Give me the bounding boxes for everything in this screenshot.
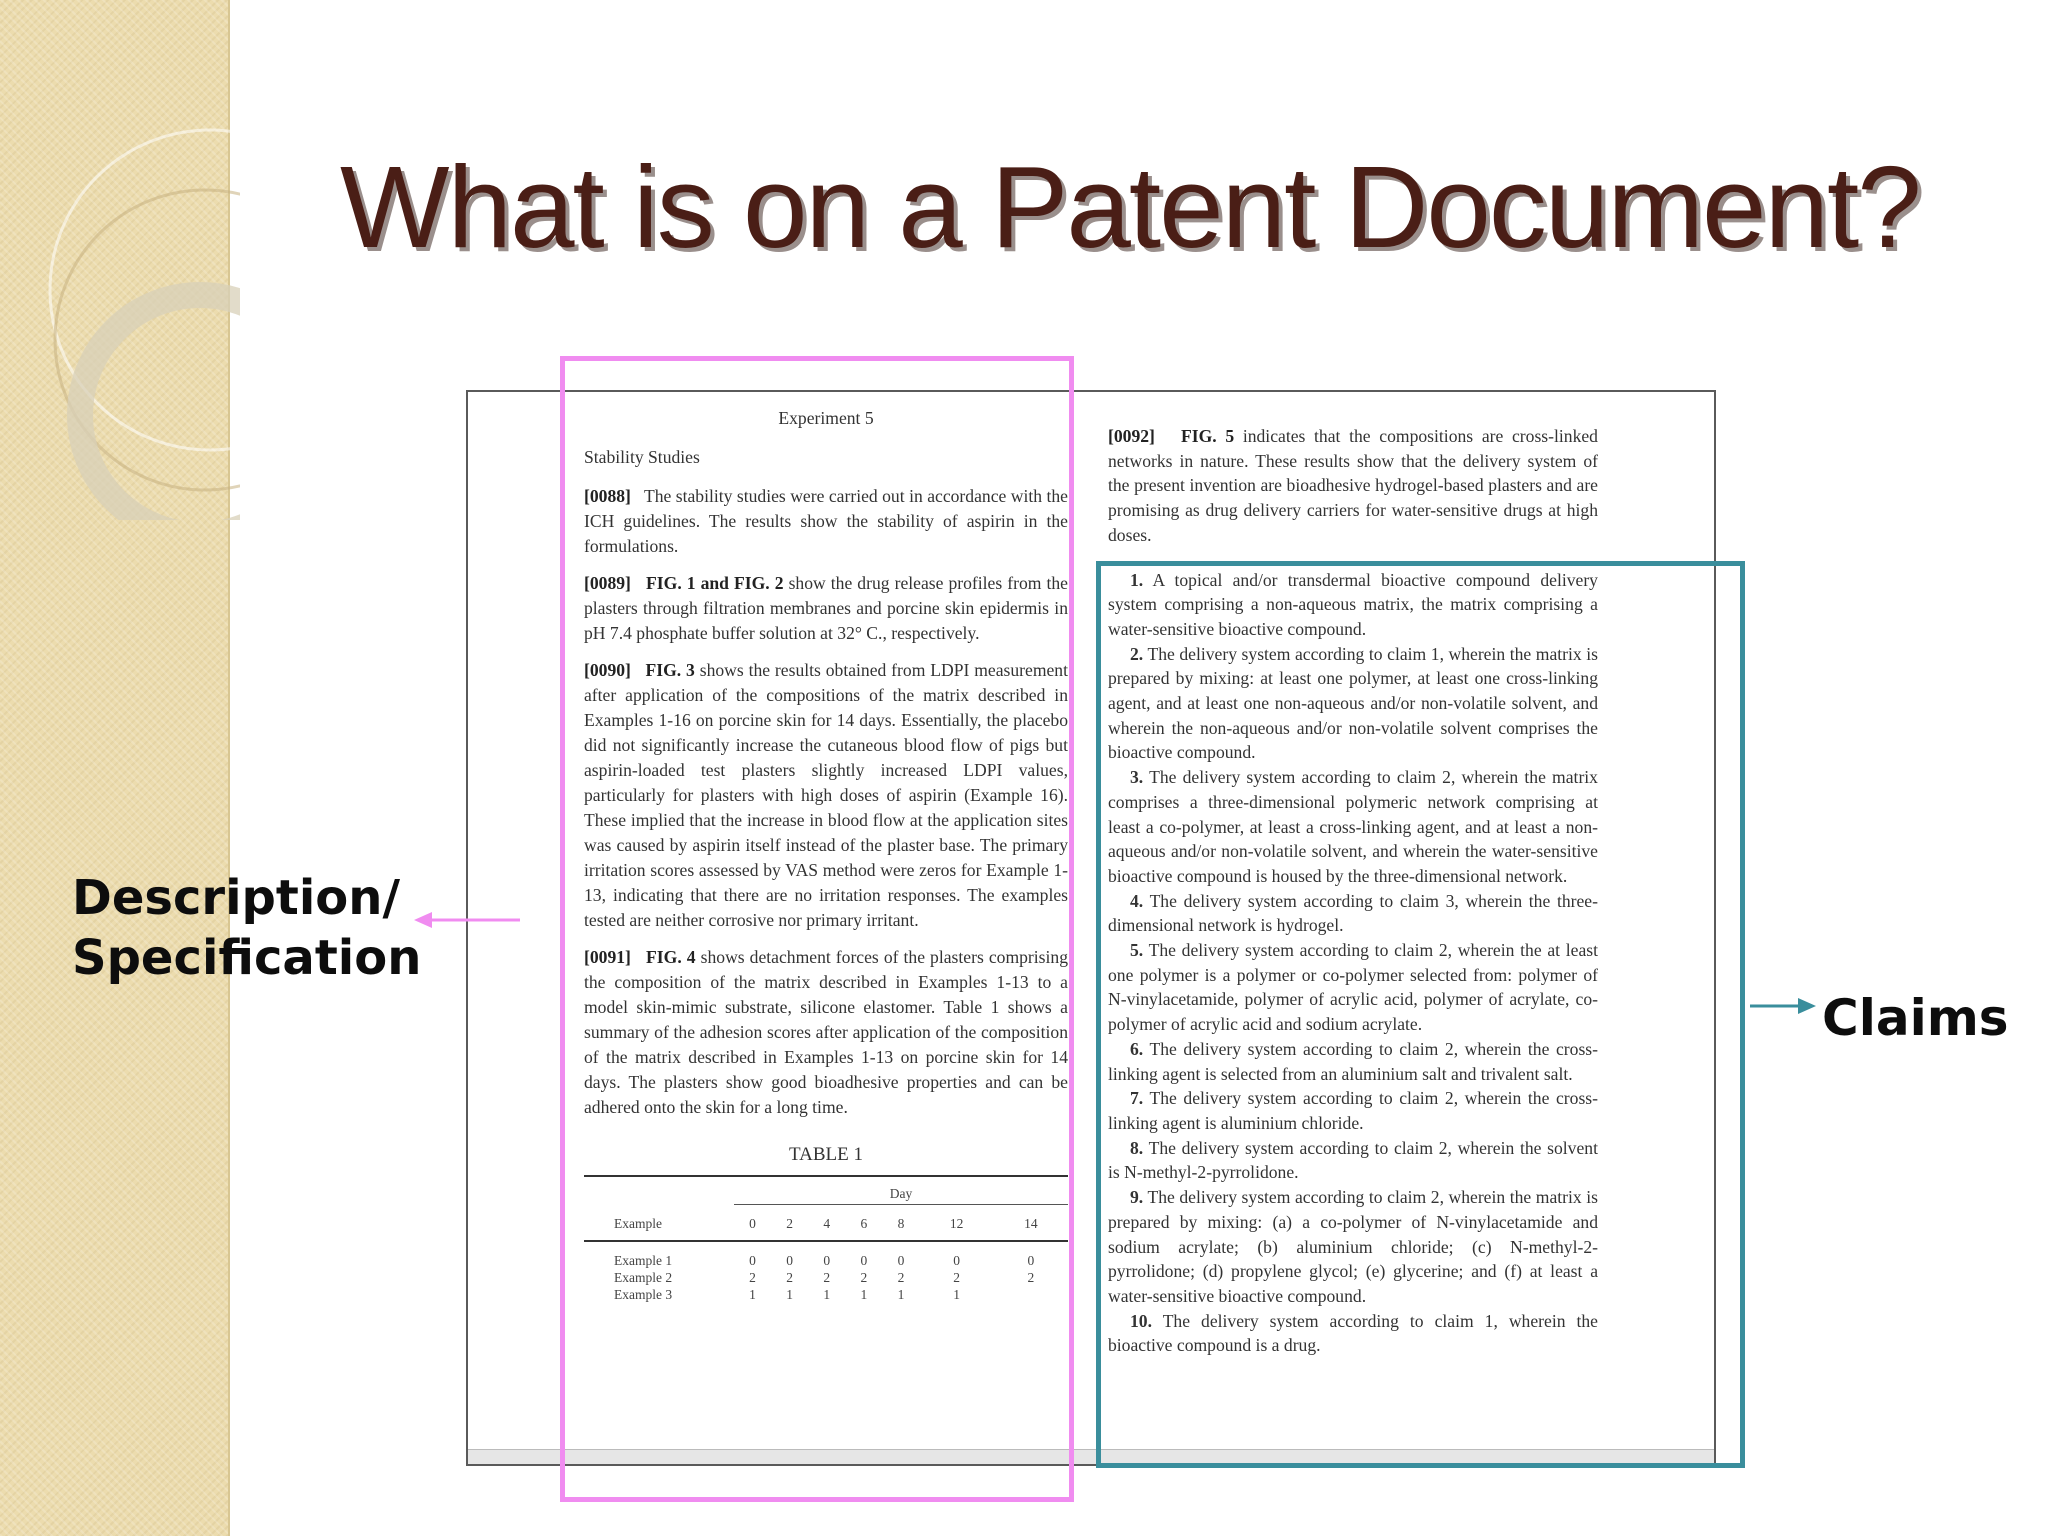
experiment-heading: Experiment 5 bbox=[778, 408, 874, 428]
paragraph-text: show the drug release profiles from the plasters through filtration membranes and porcine skin epidermis in pH 7.4 phosphate buffer solution at 32° C., respectively. bbox=[584, 573, 1068, 643]
table-cell: Example 2 bbox=[614, 1270, 673, 1285]
table-cell: 2 bbox=[860, 1270, 868, 1285]
figure-reference: FIG. 1 and FIG. 2 bbox=[646, 573, 784, 593]
claim-number: 1. bbox=[1130, 569, 1144, 590]
table-header-cell: 0 bbox=[734, 1205, 771, 1242]
claim-number: 5. bbox=[1130, 940, 1144, 961]
table-cell: 1 bbox=[786, 1287, 794, 1302]
table-cell: 2 bbox=[786, 1270, 794, 1285]
paragraph-text: shows the results obtained from LDPI measurement after application of the compositions of the matrix described in Examples 1-16 on porcine skin for 14 days. Essentially, the placebo did not significantly increase the cutaneous blood flow of pigs but aspirin-loaded test plasters slightly increased LDPI values, particularly for plasters with high doses of aspirin (Example 16). These implied that the increase in blood flow at the application sites was caused by aspirin itself instead of the plaster base. The primary irritation scores assessed by VAS method were zeros for Example 1-13, indicating that there are no irritation responses. The examples tested are neither corrosive nor primary irritant. bbox=[584, 660, 1068, 930]
paragraph-number: [0090] bbox=[584, 660, 631, 680]
table-cell: 0 bbox=[897, 1253, 905, 1268]
table-cell: 1 bbox=[953, 1287, 961, 1302]
claim-number: 9. bbox=[1130, 1187, 1144, 1208]
description-specification-label bbox=[72, 868, 421, 988]
claim-text: The delivery system according to claim 2, wherein the cross-linking agent is selected from an aluminium salt and trivalent salt. bbox=[1108, 1038, 1598, 1084]
claim-text: The delivery system according to claim 2, wherein the matrix is prepared by mixing: (a) a co-polymer of N-vinylacetamide and sodium acrylate; (b) aluminium chloride; (c) N-methyl-2-pyrrolidone; (d) propylene glycol; (e) glycerine; and (f) at least a water-sensitive bioactive compound. bbox=[1108, 1187, 1598, 1306]
table-header-cell: 6 bbox=[845, 1205, 882, 1242]
claim-number: 2. bbox=[1130, 643, 1144, 664]
claim-text: The delivery system according to claim 2, wherein the matrix comprises a three-dimensional polymeric network comprising at least a co-polymer, at least a cross-linking agent, and at least a non-aqueous and/or non-volatile solvent, and wherein the water-sensitive bioactive compound is housed by the three-dimensional network. bbox=[1108, 767, 1598, 886]
table-header-cell: Example bbox=[584, 1205, 734, 1242]
claim-text: The delivery system according to claim 1, wherein the matrix is prepared by mixing: at least one polymer, at least one cross-linking agent, and at least one non-aqueous and/or non-volatile solvent, and wherein the non-aqueous and/or non-volatile solvent comprises the bioactive compound. bbox=[1108, 643, 1598, 763]
figure-reference: FIG. 4 bbox=[646, 947, 696, 967]
claim-text: The delivery system according to claim 1, wherein the bioactive compound is a drug. bbox=[1108, 1310, 1598, 1356]
table-cell: 2 bbox=[953, 1270, 961, 1285]
claim-text: The delivery system according to claim 2, wherein the solvent is N-methyl-2-pyrrolidone. bbox=[1108, 1137, 1598, 1183]
claim-number: 3. bbox=[1130, 767, 1144, 788]
claims-label: Claims bbox=[1822, 989, 2009, 1047]
table-cell: 0 bbox=[953, 1253, 961, 1268]
claim-number: 10. bbox=[1130, 1310, 1152, 1331]
table-header-cell: 2 bbox=[771, 1205, 808, 1242]
paragraph-text: indicates that the compositions are cross-linked networks in nature. These results show that the delivery system of the present invention are bioadhesive hydrogel-based plasters and are promising as drug delivery carriers for water-sensitive drugs at high doses. bbox=[1108, 426, 1598, 545]
slide-title: What is on a Patent Document? bbox=[340, 142, 1920, 272]
table-cell: 2 bbox=[749, 1270, 756, 1285]
paragraph-text: The stability studies were carried out in accordance with the ICH guidelines. The results show the stability of aspirin in the formulations. bbox=[584, 486, 1068, 556]
table-group-header-day: Day bbox=[734, 1183, 1068, 1205]
table-cell: 0 bbox=[749, 1253, 756, 1268]
claim-text: The delivery system according to claim 2, wherein the at least one polymer is a polymer or co-polymer selected from: polymer of N-vinylacetamide, polymer of acrylic acid, polymer of acrylate, co-polymer of acrylic acid and sodium acrylate. bbox=[1108, 940, 1598, 1035]
paragraph-text: shows detachment forces of the plasters comprising the composition of the matrix described in Examples 1-13 to a model skin-mimic substrate, silicone elastomer. Table 1 shows a summary of the adhesion scores after application of the composition of the matrix described in Examples 1-13 on porcine skin for 14 days. The plasters show good bioadhesive properties and can be adhered onto the skin for a long time. bbox=[584, 947, 1069, 1117]
description-label-line1: Description/ bbox=[72, 870, 400, 926]
claim-number: 4. bbox=[1130, 890, 1144, 911]
paragraph-number: [0089] bbox=[584, 573, 631, 593]
table-header-cell: 12 bbox=[920, 1205, 994, 1242]
table-cell: Example 1 bbox=[614, 1253, 673, 1268]
claim-number: 7. bbox=[1130, 1088, 1144, 1109]
table-cell: 0 bbox=[1027, 1253, 1035, 1268]
claim-number: 8. bbox=[1130, 1137, 1144, 1158]
table-cell: Example 3 bbox=[614, 1287, 673, 1302]
table-cell: 1 bbox=[897, 1287, 905, 1302]
claim-text: A topical and/or transdermal bioactive compound delivery system comprising a non-aqueous matrix, the matrix comprising a water-sensitive bioactive compound. bbox=[1108, 569, 1598, 639]
paragraph-number: [0092] bbox=[1108, 426, 1155, 446]
figure-reference: FIG. 3 bbox=[645, 660, 695, 680]
table-header-cell: 14 bbox=[994, 1205, 1068, 1242]
table-cell: 2 bbox=[897, 1270, 905, 1285]
table-cell: 1 bbox=[823, 1287, 831, 1302]
table-cell: 1 bbox=[860, 1287, 868, 1302]
table-cell: 1 bbox=[749, 1287, 756, 1302]
paragraph-number: [0088] bbox=[584, 486, 631, 506]
table-cell: 2 bbox=[1027, 1270, 1035, 1285]
table-cell: 2 bbox=[823, 1270, 831, 1285]
table-header-cell: 8 bbox=[882, 1205, 919, 1242]
table-title: TABLE 1 bbox=[789, 1144, 863, 1165]
paragraph-number: [0091] bbox=[584, 947, 631, 967]
claim-number: 6. bbox=[1130, 1038, 1144, 1059]
table-cell: 0 bbox=[823, 1253, 831, 1268]
figure-reference: FIG. 5 bbox=[1180, 426, 1235, 446]
claim-text: The delivery system according to claim 2, wherein the cross-linking agent is aluminium chloride. bbox=[1108, 1088, 1598, 1133]
table-cell: 0 bbox=[860, 1253, 868, 1268]
claim-text: The delivery system according to claim 3, wherein the three-dimensional network is hydrogel. bbox=[1108, 890, 1598, 936]
description-label-line2: Specification bbox=[72, 930, 422, 986]
table-cell: 0 bbox=[786, 1253, 794, 1268]
table-header-cell: 4 bbox=[808, 1205, 845, 1242]
claims-arrow-head bbox=[1798, 998, 1816, 1014]
stability-subheading: Stability Studies bbox=[584, 447, 700, 467]
